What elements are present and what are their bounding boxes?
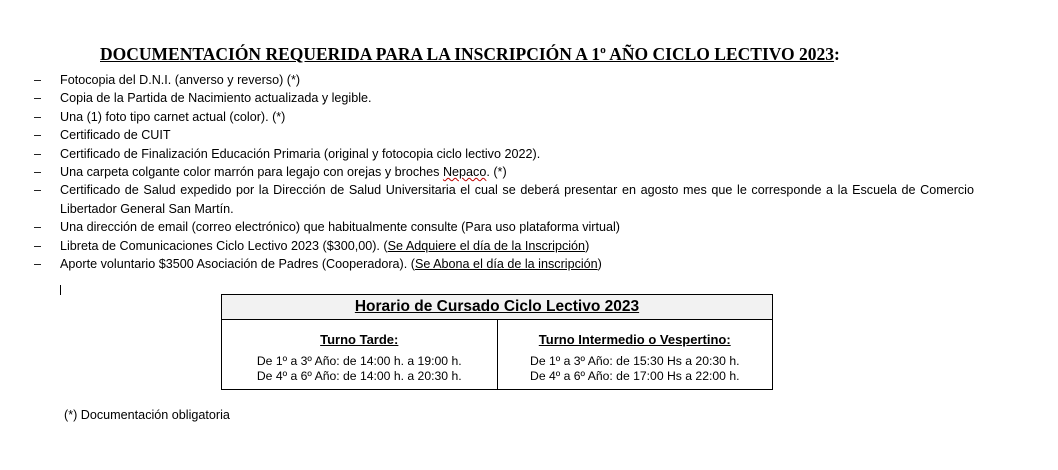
schedule-line: De 4º a 6º Año: de 14:00 h. a 20:30 h.	[256, 368, 462, 383]
list-item	[34, 108, 974, 126]
bullet-dash: –	[34, 128, 42, 143]
list-item	[34, 163, 974, 181]
document-title-colon: :	[834, 44, 840, 64]
list-item-text: Una (1) foto tipo carnet actual (color). (*)	[60, 109, 286, 124]
list-item	[34, 237, 974, 255]
schedule-columns	[222, 320, 772, 389]
bullet-dash: –	[34, 257, 42, 272]
list-item-text: Fotocopia del D.N.I. (anverso y reverso) (*)	[60, 73, 301, 87]
list-item	[34, 255, 974, 273]
list-item-text: Certificado de CUIT	[60, 128, 171, 143]
footnote: (*) Documentación obligatoria	[64, 408, 230, 422]
schedule-column-intermedio	[497, 320, 773, 389]
bullet-dash: –	[34, 109, 42, 124]
list-item	[34, 126, 974, 144]
column-heading: Turno Tarde:	[320, 332, 399, 347]
requirements-list	[34, 71, 974, 273]
list-item-text: Libreta de Comunicaciones Ciclo Lectivo 2023 ($300,00). (	[60, 238, 388, 253]
schedule-header	[222, 295, 772, 320]
list-item	[34, 89, 974, 107]
schedule-line: De 1º a 3º Año: de 14:00 h. a 19:00 h.	[256, 354, 462, 368]
list-item-text: Certificado de Salud expedido por la Dirección de Salud Universitaria el cual se deberá presentar en agosto mes que le corresponde a la Escuela de Comercio Libertador General San Martín.	[60, 183, 974, 216]
document-title	[100, 44, 840, 65]
bullet-dash: –	[34, 183, 42, 198]
list-item-text: )	[585, 238, 590, 253]
document-title-text: DOCUMENTACIÓN REQUERIDA PARA LA INSCRIPCIÓN A 1º AÑO CICLO LECTIVO 2023	[100, 44, 835, 64]
schedule-column-tarde	[222, 320, 497, 389]
list-item-text: )	[597, 257, 602, 272]
spellcheck-marked-word[interactable]: Nepaco	[442, 165, 487, 180]
bullet-dash: –	[34, 91, 42, 106]
text-cursor[interactable]	[60, 285, 61, 295]
bullet-dash: –	[34, 146, 42, 161]
underlined-note: Se Abona el día de la inscripción	[414, 257, 598, 272]
list-item-text: Una dirección de email (correo electrónico) que habitualmente consulte (Para uso plataforma virtual)	[60, 220, 621, 235]
schedule-line: De 4º a 6º Año: de 17:00 Hs a 22:00 h.	[530, 368, 740, 383]
schedule-table	[221, 294, 773, 390]
bullet-dash: –	[34, 165, 42, 180]
list-item-text: Copia de la Partida de Nacimiento actualizada y legible.	[60, 91, 372, 106]
list-item	[34, 145, 974, 163]
schedule-line: De 1º a 3º Año: de 15:30 Hs a 20:30 h.	[530, 354, 740, 368]
list-item-text: . (*)	[486, 165, 507, 180]
bullet-dash: –	[34, 73, 42, 87]
bullet-dash: –	[34, 220, 42, 235]
list-item-text: Certificado de Finalización Educación Primaria (original y fotocopia ciclo lectivo 2022).	[60, 146, 541, 161]
schedule-title: Horario de Cursado Ciclo Lectivo 2023	[354, 298, 640, 315]
list-item	[34, 218, 974, 236]
list-item-text: Una carpeta colgante color marrón para legajo con orejas y broches	[60, 165, 443, 180]
bullet-dash: –	[34, 238, 42, 253]
list-item	[34, 181, 974, 218]
list-item-text: Aporte voluntario $3500 Asociación de Padres (Cooperadora). (	[60, 257, 415, 272]
column-heading: Turno Intermedio o Vespertino:	[538, 332, 731, 347]
list-item	[34, 71, 974, 89]
underlined-note: Se Adquiere el día de la Inscripción	[387, 238, 586, 253]
